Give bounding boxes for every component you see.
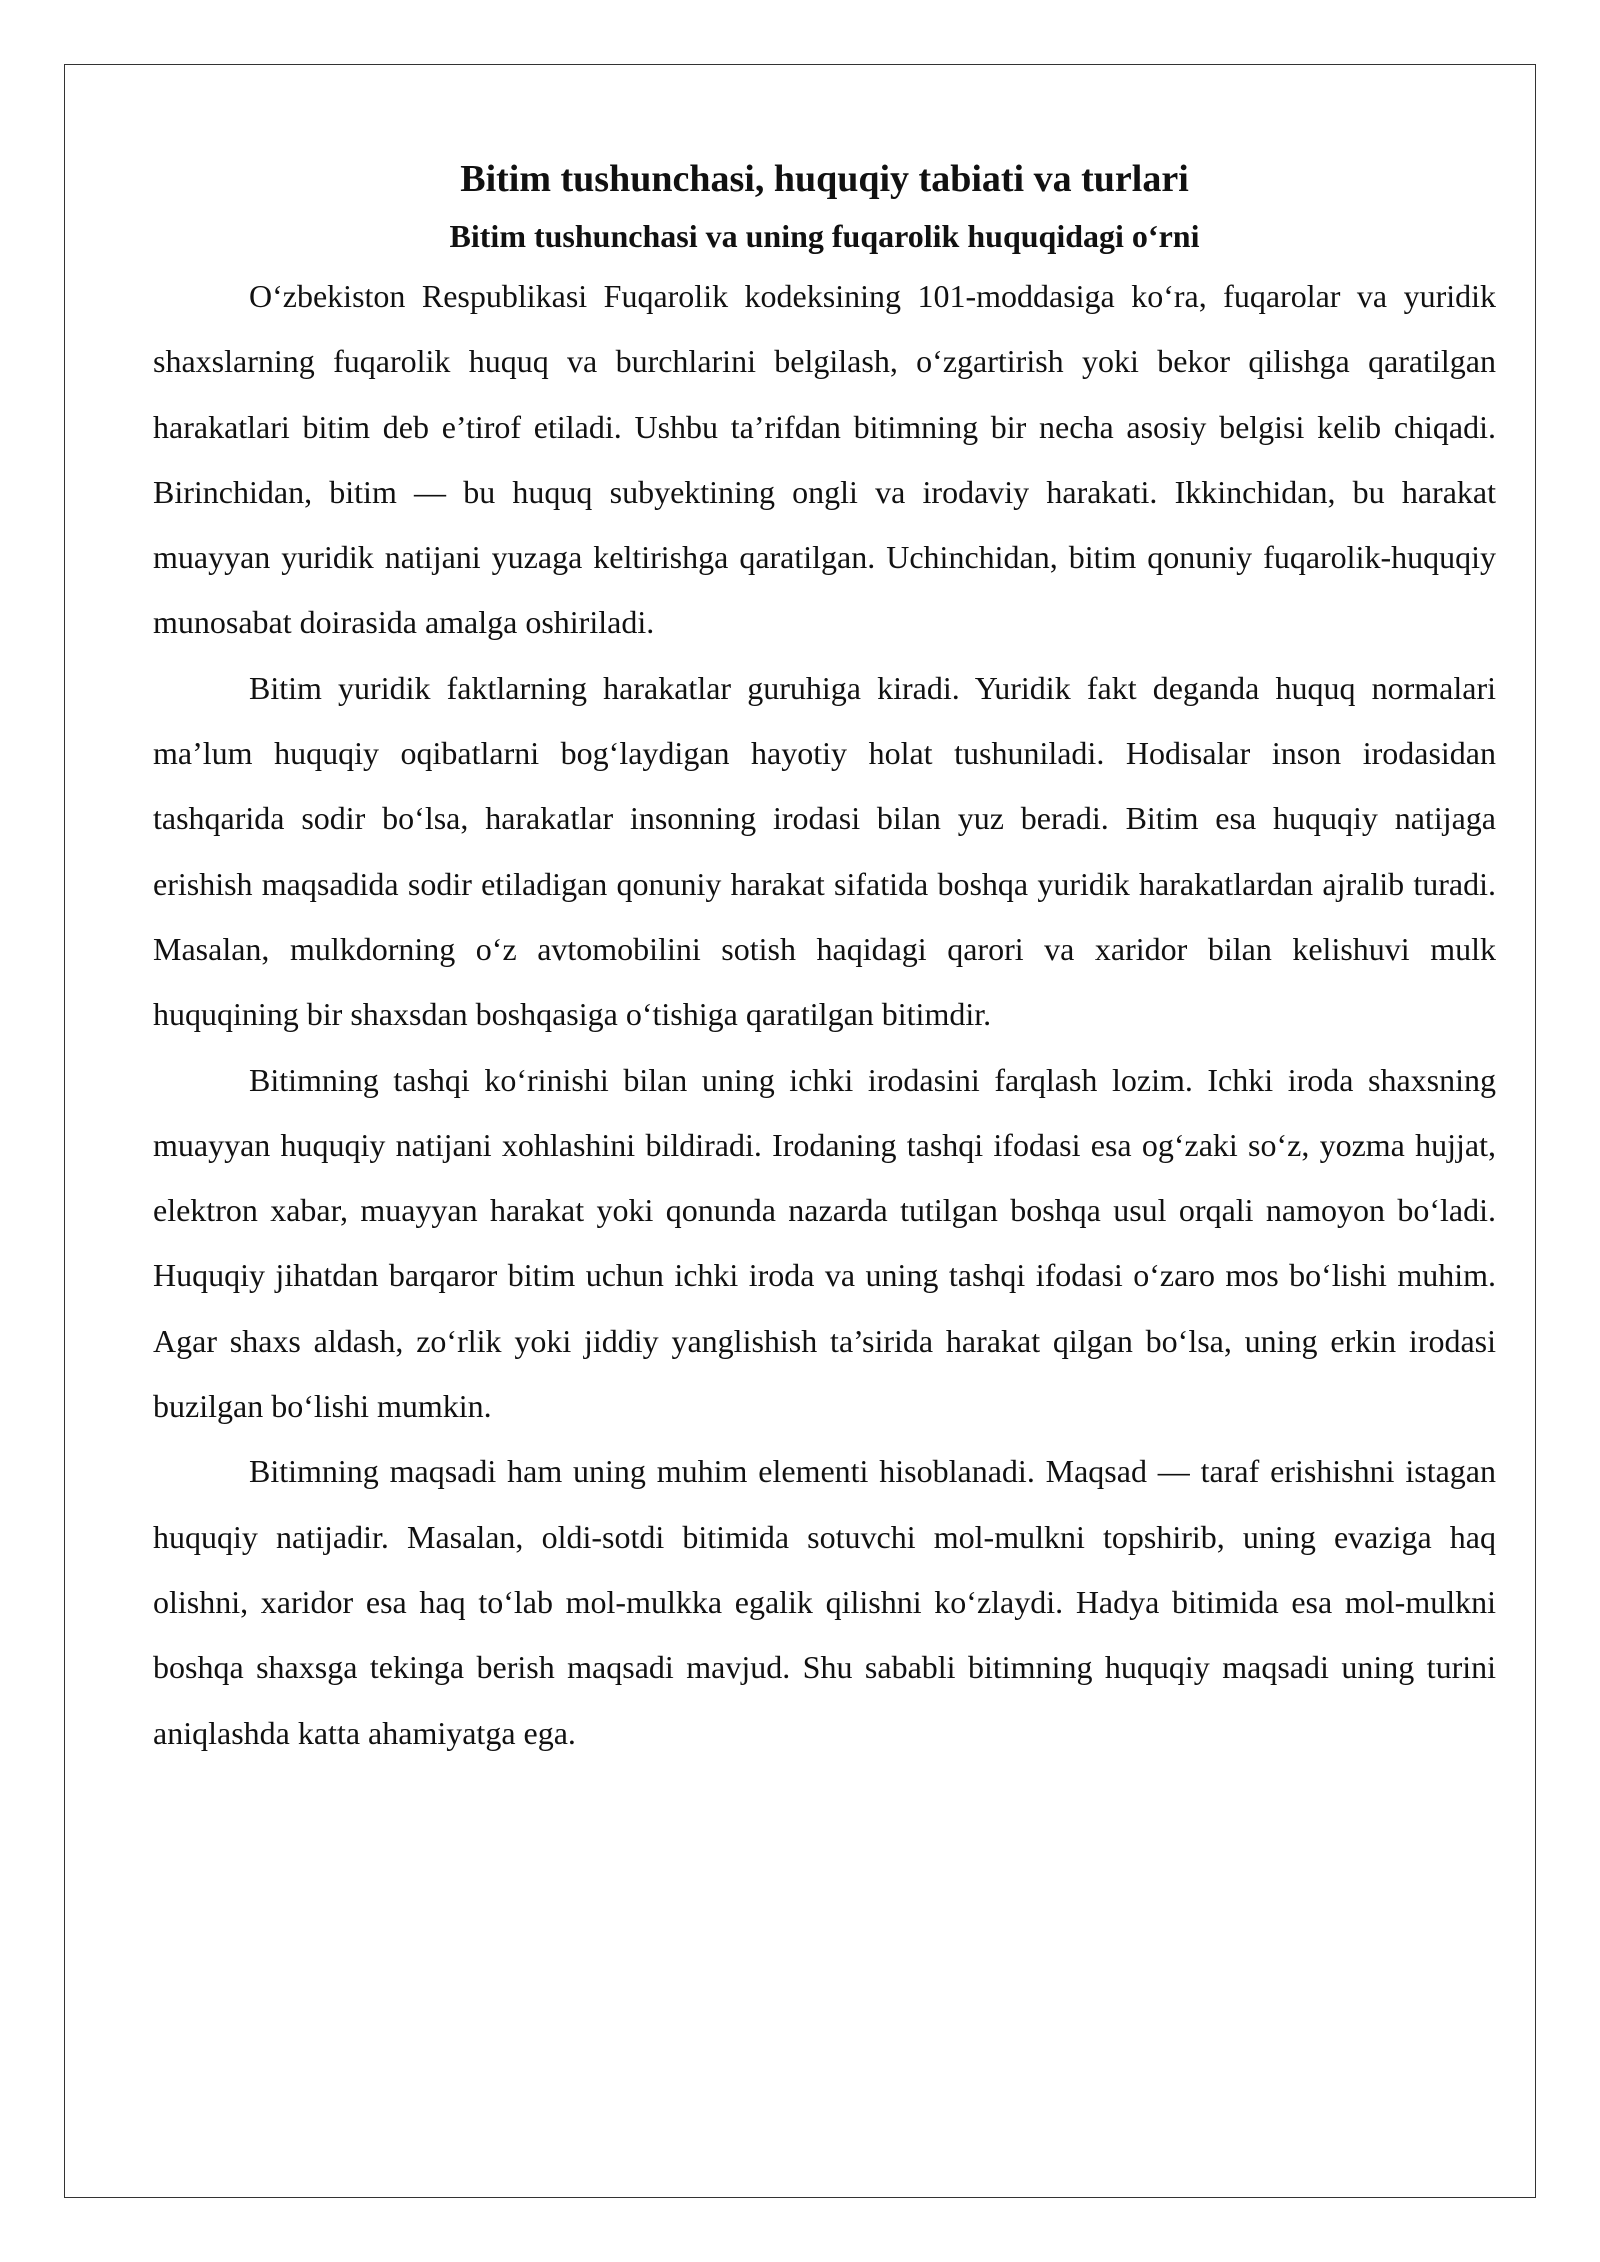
paragraph-2: Bitim yuridik faktlarning harakatlar guruhiga kiradi. Yuridik fakt deganda huquq normalari ma’lum huquqiy oqibatlarni bog‘laydigan hayotiy holat tushuniladi. Hodisalar inson irodasidan tashqarida sodir bo‘lsa, harakatlar insonning irodasi bilan yuz beradi. Bitim esa huquqiy natijaga erishish maqsadida sodir etiladigan qonuniy harakat sifatida boshqa yuridik harakatlardan ajralib turadi. Masalan, mulkdorning o‘z avtomobilini sotish haqidagi qarori va xaridor bilan kelishuvi mulk huquqining bir shaxsdan boshqasiga o‘tishiga qaratilgan bitimdir. [153, 669, 1496, 1033]
document-title: Bitim tushunchasi, huquqiy tabiati va turlari [460, 158, 1189, 200]
document-body [153, 148, 1496, 1766]
section-heading: Bitim tushunchasi va uning fuqarolik huquqidagi o‘rni [449, 218, 1200, 254]
paragraph-1: O‘zbekiston Respublikasi Fuqarolik kodeksining 101-moddasiga ko‘ra, fuqarolar va yuridik shaxslarning fuqarolik huquq va burchlarini belgilash, o‘zgartirish yoki bekor qilishga qaratilgan harakatlari bitim deb e’tirof etiladi. Ushbu ta’rifdan bitimning bir necha asosiy belgisi kelib chiqadi. Birinchidan, bitim — bu huquq subyektining ongli va irodaviy harakati. Ikkinchidan, bu harakat muayyan yuridik natijani yuzaga keltirishga qaratilgan. Uchinchidan, bitim qonuniy fuqarolik-huquqiy munosabat doirasida amalga oshiriladi. [153, 278, 1496, 641]
paragraph-4: Bitimning maqsadi ham uning muhim elementi hisoblanadi. Maqsad — taraf erishishni istagan huquqiy natijadir. Masalan, oldi-sotdi bitimida sotuvchi mol-mulkni topshirib, uning evaziga haq olishni, xaridor esa haq to‘lab mol-mulkka egalik qilishni ko‘zlaydi. Hadya bitimida esa mol-mulkni boshqa shaxsga tekinga berish maqsadi mavjud. Shu sababli bitimning huquqiy maqsadi uning turini aniqlashda katta ahamiyatga ega. [153, 1453, 1496, 1751]
paragraph-3: Bitimning tashqi ko‘rinishi bilan uning ichki irodasini farqlash lozim. Ichki iroda shaxsning muayyan huquqiy natijani xohlashini bildiradi. Irodaning tashqi ifodasi esa og‘zaki so‘z, yozma hujjat, elektron xabar, muayyan harakat yoki qonunda nazarda tutilgan boshqa usul orqali namoyon bo‘ladi. Huquqiy jihatdan barqaror bitim uchun ichki iroda va uning tashqi ifodasi o‘zaro mos bo‘lishi muhim. Agar shaxs aldash, zo‘rlik yoki jiddiy yanglishish ta’sirida harakat qilgan bo‘lsa, uning erkin irodasi buzilgan bo‘lishi mumkin. [153, 1061, 1496, 1425]
